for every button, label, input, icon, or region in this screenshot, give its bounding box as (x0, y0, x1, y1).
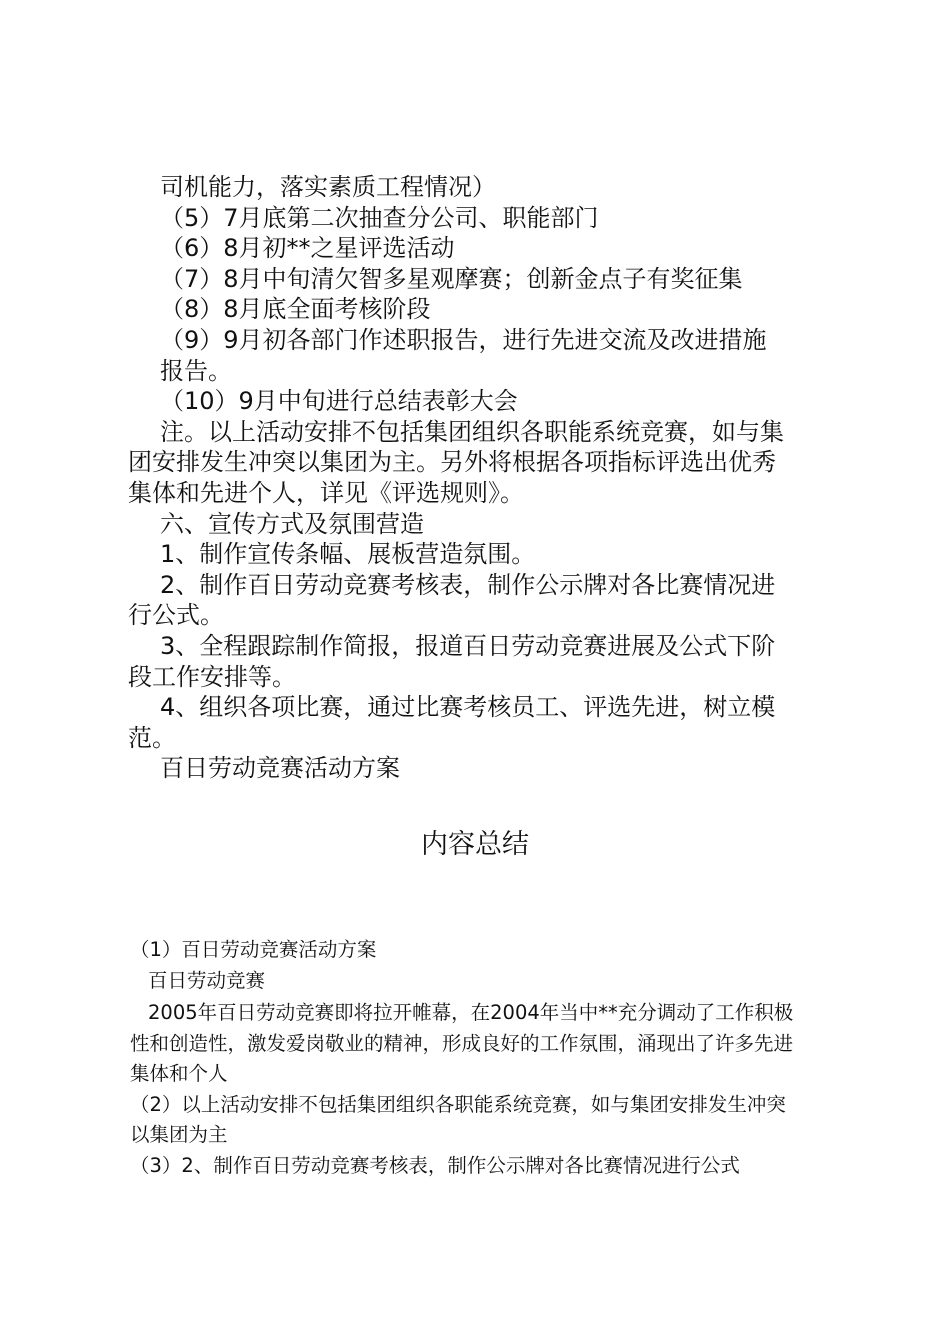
body-line: 团安排发生冲突以集团为主。另外将根据各项指标评选出优秀 (128, 448, 776, 477)
body-line: （9）9月初各部门作述职报告，进行先进交流及改进措施 (160, 325, 767, 354)
summary-title: 内容总结 (421, 829, 529, 860)
summary-line: 性和创造性，激发爱岗敬业的精神，形成良好的工作氛围，涌现出了许多先进 (130, 1031, 794, 1055)
main-body-text (128, 172, 828, 784)
body-line: （5）7月底第二次抽查分公司、职能部门 (160, 203, 599, 232)
body-line: 段工作安排等。 (128, 662, 296, 691)
body-line: 范。 (128, 723, 176, 752)
body-line: 2、制作百日劳动竞赛考核表，制作公示牌对各比赛情况进 (160, 570, 776, 599)
summary-line: （1）百日劳动竞赛活动方案 (130, 938, 377, 961)
summary-line: 百日劳动竞赛 (148, 968, 266, 992)
body-line: （6）8月初**之星评选活动 (160, 234, 455, 263)
summary-line: 以集团为主 (130, 1123, 228, 1146)
summary-line: （2）以上活动安排不包括集团组织各职能系统竞赛，如与集团安排发生冲突 (130, 1092, 786, 1116)
body-line: （10）9月中旬进行总结表彰大会 (160, 387, 518, 416)
body-line: 报告。 (160, 356, 232, 385)
summary-text (130, 935, 840, 1181)
body-line: （7）8月中旬清欠智多星观摩赛；创新金点子有奖征集 (160, 264, 743, 293)
body-line: 4、组织各项比赛，通过比赛考核员工、评选先进，树立模 (160, 693, 776, 722)
body-line: 行公式。 (128, 601, 224, 630)
body-line: 注。以上活动安排不包括集团组织各职能系统竞赛，如与集 (160, 417, 784, 446)
body-line: 1、制作宣传条幅、展板营造氛围。 (160, 540, 536, 569)
summary-line: 2005年百日劳动竞赛即将拉开帷幕，在2004年当中**充分调动了工作积极 (148, 1001, 794, 1024)
summary-line: （3）2、制作百日劳动竞赛考核表，制作公示牌对各比赛情况进行公式 (130, 1153, 740, 1177)
body-line: 3、全程跟踪制作简报，报道百日劳动竞赛进展及公式下阶 (160, 631, 776, 660)
body-line: 集体和先进个人，详见《评选规则》。 (128, 478, 524, 507)
section-heading: 六、宣传方式及氛围营造 (160, 509, 424, 538)
body-line: 司机能力，落实素质工程情况） (160, 173, 496, 201)
body-line: （8）8月底全面考核阶段 (160, 295, 431, 324)
summary-line: 集体和个人 (130, 1062, 228, 1085)
body-line: 百日劳动竞赛活动方案 (160, 754, 400, 783)
